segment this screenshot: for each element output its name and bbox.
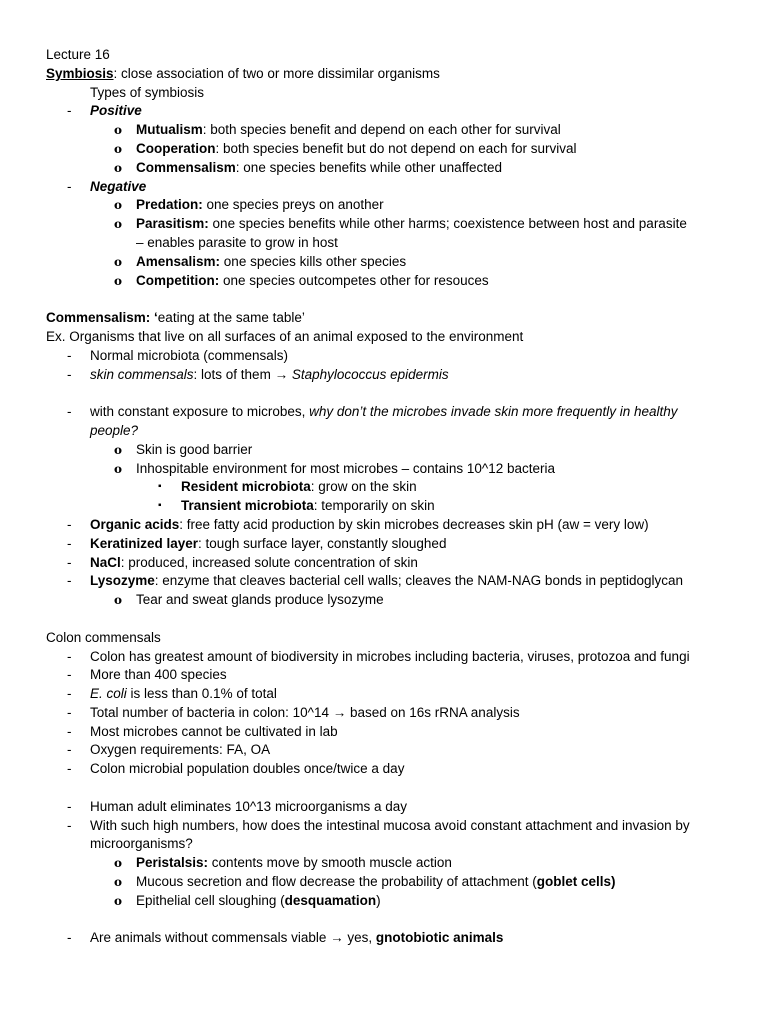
colon-heading <box>46 629 738 648</box>
dash-bullet: - <box>67 516 72 532</box>
circle-bullet: o <box>114 593 123 608</box>
list-item <box>46 253 738 272</box>
example-line <box>46 328 738 347</box>
list-item <box>46 460 738 479</box>
list-item <box>46 272 738 291</box>
dash-bullet: - <box>67 103 72 119</box>
circle-bullet: o <box>114 273 123 288</box>
term: Resident microbiota <box>181 479 311 495</box>
term: Commensalism <box>136 159 236 175</box>
item-text: with constant exposure to microbes, <box>90 404 310 420</box>
dash-bullet: - <box>67 686 72 702</box>
item-text: Most microbes cannot be cultivated in lab <box>90 723 338 739</box>
definition: : one species benefits while other unaffected <box>235 159 502 175</box>
spacer <box>46 610 738 629</box>
colon-heading-text: Colon commensals <box>46 629 161 645</box>
dash-bullet: - <box>67 535 72 551</box>
list-item <box>46 572 738 591</box>
list-item <box>46 760 738 779</box>
term: Organic acids <box>90 516 180 532</box>
list-item <box>46 215 738 253</box>
definition: : produced, increased solute concentration of skin <box>120 554 418 570</box>
list-item <box>46 723 738 742</box>
symbiosis-definition <box>46 65 738 84</box>
list-item <box>46 535 738 554</box>
term: Commensalism: ‘ <box>46 310 158 326</box>
dash-bullet: - <box>67 667 72 683</box>
term: skin commensals <box>90 366 194 382</box>
dash-bullet: - <box>67 798 72 814</box>
definition: : both species benefit and depend on each other for survival <box>202 122 561 138</box>
list-item <box>46 929 738 948</box>
dash-bullet: - <box>67 704 72 720</box>
circle-bullet: o <box>114 160 123 175</box>
category-label: Positive <box>90 103 142 119</box>
list-item <box>46 178 738 197</box>
dash-bullet: - <box>67 347 72 363</box>
item-text: Epithelial cell sloughing ( <box>136 892 285 908</box>
dash-bullet: - <box>67 404 72 420</box>
term: Cooperation <box>136 140 216 156</box>
item-text: Tear and sweat glands produce lysozyme <box>136 592 384 608</box>
circle-bullet: o <box>114 123 123 138</box>
term: Parasitism: <box>136 216 209 232</box>
list-item <box>46 591 738 610</box>
square-bullet: ▪ <box>158 500 162 512</box>
square-bullet: ▪ <box>158 481 162 493</box>
circle-bullet: o <box>114 217 123 232</box>
item-text: Colon microbial population doubles once/twice a day <box>90 761 405 777</box>
dash-bullet: - <box>67 817 72 833</box>
item-text: More than 400 species <box>90 667 227 683</box>
list-item <box>46 741 738 760</box>
list-item <box>46 196 738 215</box>
definition: one species preys on another <box>202 197 384 213</box>
list-item <box>46 478 738 497</box>
dash-bullet: - <box>67 554 72 570</box>
list-item <box>46 685 738 704</box>
list-item <box>46 817 738 855</box>
dash-bullet: - <box>67 930 72 946</box>
list-item <box>46 798 738 817</box>
definition: : both species benefit but do not depend on each for survival <box>215 140 577 156</box>
list-item <box>46 892 738 911</box>
list-item <box>46 441 738 460</box>
types-heading-text: Types of symbiosis <box>90 84 205 100</box>
dash-bullet: - <box>67 573 72 589</box>
definition: : free fatty acid production by skin microbes decreases skin pH (aw = very low) <box>179 516 649 532</box>
circle-bullet: o <box>114 141 123 156</box>
dash-bullet: - <box>67 723 72 739</box>
list-item <box>46 347 738 366</box>
dash-bullet: - <box>67 366 72 382</box>
category-label: Negative <box>90 178 147 194</box>
list-item <box>46 873 738 892</box>
term: goblet cells) <box>536 874 616 890</box>
list-item <box>46 854 738 873</box>
item-text: : lots of them → <box>193 366 292 382</box>
definition: one species kills other species <box>220 253 407 269</box>
dash-bullet: - <box>67 761 72 777</box>
example-text: Ex. Organisms that live on all surfaces of an animal exposed to the environment <box>46 328 524 344</box>
definition: : enzyme that cleaves bacterial cell walls; cleaves the NAM-NAG bonds in peptidoglycan <box>154 573 684 589</box>
term: Keratinized layer <box>90 535 199 551</box>
item-text: Are animals without commensals viable → yes, <box>90 930 376 946</box>
lecture-title-text: Lecture 16 <box>46 47 110 62</box>
item-text: Skin is good barrier <box>136 441 253 457</box>
list-item <box>46 497 738 516</box>
definition: one species outcompetes other for resouces <box>219 272 489 288</box>
term: Symbiosis <box>46 65 114 81</box>
item-text: is less than 0.1% of total <box>126 686 277 702</box>
definition: eating at the same table’ <box>157 310 305 326</box>
term: NaCl <box>90 554 121 570</box>
list-item <box>46 704 738 723</box>
circle-bullet: o <box>114 198 123 213</box>
commensalism-heading <box>46 309 738 328</box>
list-item <box>46 554 738 573</box>
definition: : close association of two or more dissimilar organisms <box>113 65 440 81</box>
item-text: Oxygen requirements: FA, OA <box>90 742 271 758</box>
list-item <box>46 516 738 535</box>
circle-bullet: o <box>114 893 123 908</box>
definition: : temporarily on skin <box>313 498 435 514</box>
item-text: With such high numbers, how does the intestinal mucosa avoid constant attachment and invasion by microorganisms? <box>90 817 690 852</box>
item-text: Mucous secretion and flow decrease the probability of attachment ( <box>136 874 537 890</box>
item-text: Colon has greatest amount of biodiversity in microbes including bacteria, viruses, protozoa and fungi <box>90 648 690 664</box>
list-item <box>46 666 738 685</box>
list-item <box>46 159 738 178</box>
definition: one species benefits while other harms; coexistence between host and parasite – enables parasite to grow in host <box>136 216 687 250</box>
term: Amensalism: <box>136 253 221 269</box>
definition: : grow on the skin <box>310 479 417 495</box>
circle-bullet: o <box>114 875 123 890</box>
list-item <box>46 121 738 140</box>
item-text: Inhospitable environment for most microbes – contains 10^12 bacteria <box>136 460 556 476</box>
definition: contents move by smooth muscle action <box>208 855 452 871</box>
spacer <box>46 384 738 403</box>
term: gnotobiotic animals <box>375 930 504 946</box>
circle-bullet: o <box>114 856 123 871</box>
term: Lysozyme <box>90 573 155 589</box>
item-text: Normal microbiota (commensals) <box>90 347 289 363</box>
dash-bullet: - <box>67 742 72 758</box>
term: Predation: <box>136 197 203 213</box>
term: Competition: <box>136 272 220 288</box>
term: Mutualism <box>136 122 203 138</box>
list-item <box>46 403 738 441</box>
circle-bullet: o <box>114 461 123 476</box>
list-item <box>46 366 738 385</box>
list-item <box>46 648 738 667</box>
item-text: Human adult eliminates 10^13 microorganisms a day <box>90 798 407 814</box>
list-item <box>46 102 738 121</box>
item-text: ) <box>376 892 381 908</box>
term: Peristalsis: <box>136 855 209 871</box>
question-text: why don’t the microbes invade skin more frequently in healthy people? <box>90 404 678 438</box>
species-name: Staphylococcus epidermis <box>291 366 449 382</box>
definition: : tough surface layer, constantly sloughed <box>198 535 447 551</box>
circle-bullet: o <box>114 442 123 457</box>
item-text: Total number of bacteria in colon: 10^14 → based on 16s rRNA analysis <box>90 704 520 720</box>
dash-bullet: - <box>67 648 72 664</box>
circle-bullet: o <box>114 254 123 269</box>
spacer <box>46 779 738 798</box>
spacer <box>46 911 738 930</box>
term: Transient microbiota <box>181 498 314 514</box>
types-heading <box>46 84 738 103</box>
list-item <box>46 140 738 159</box>
dash-bullet: - <box>67 178 72 194</box>
species-name: E. coli <box>90 686 127 702</box>
lecture-title <box>46 46 738 65</box>
spacer <box>46 290 738 309</box>
term: desquamation <box>284 892 377 908</box>
